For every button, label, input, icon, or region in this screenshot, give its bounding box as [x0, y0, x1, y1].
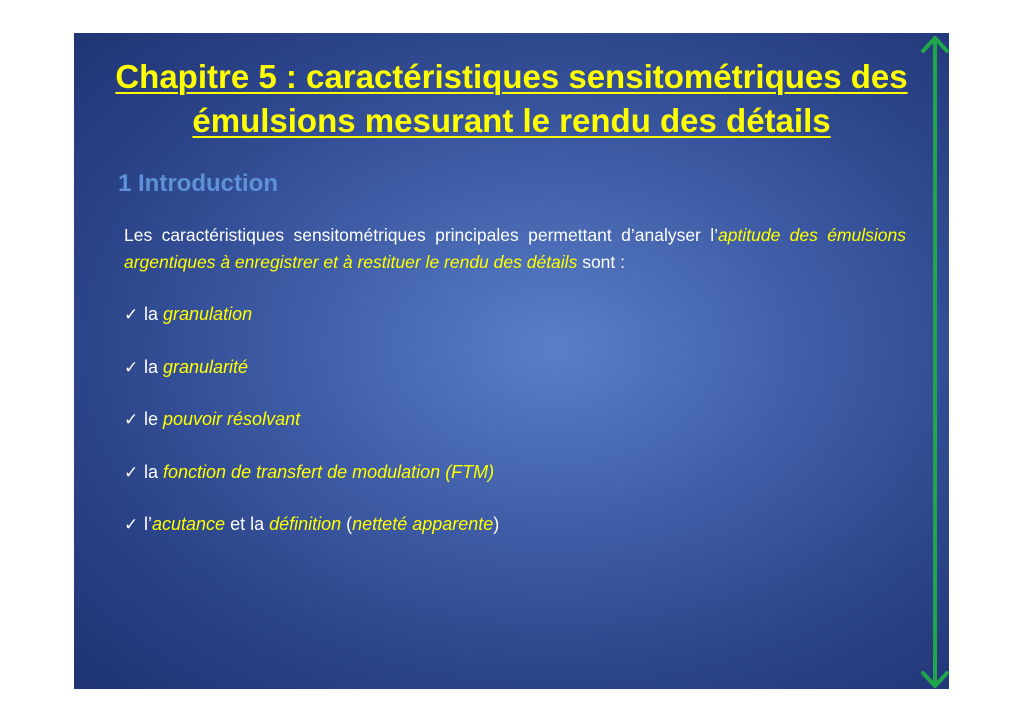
slide-title-line2: émulsions mesurant le rendu des détails	[192, 102, 831, 139]
check-icon: ✓	[124, 462, 139, 482]
list-item-term-3: netteté apparente	[352, 514, 494, 534]
list-item-acutance	[124, 509, 499, 562]
list-item-prefix: le	[144, 409, 164, 429]
intro-highlight: aptitude des émulsions argentiques à enregistrer et à restituer le rendu des détails	[124, 225, 907, 272]
list-item-term: pouvoir résolvant	[163, 409, 301, 429]
list-item-term: granularité	[163, 356, 249, 377]
list-item-prefix: l’	[144, 514, 152, 534]
paren-open: (	[341, 514, 353, 534]
slide	[74, 33, 949, 689]
section-heading: 1 Introduction	[118, 170, 278, 197]
double-arrow-vertical-icon	[917, 33, 953, 693]
list-item-pouvoir-resolvant	[124, 404, 499, 457]
list-item-ftm	[124, 457, 499, 510]
check-icon: ✓	[124, 410, 139, 429]
intro-text-end: sont :	[577, 252, 625, 272]
slide-title	[104, 55, 919, 143]
list-item-term: fonction de transfert de modulation (FTM)	[163, 461, 495, 482]
list-item-term-2: définition	[269, 514, 342, 534]
check-icon: ✓	[124, 515, 139, 534]
paren-close: )	[493, 514, 500, 534]
list-item-granularite	[124, 352, 499, 405]
check-icon: ✓	[124, 357, 139, 377]
list-item-connector: et la	[225, 514, 270, 534]
intro-paragraph	[124, 222, 906, 276]
slide-title-line1: Chapitre 5 : caractéristiques sensitométriques des	[115, 58, 908, 95]
list-item-prefix: la	[144, 356, 164, 377]
list-item-granulation	[124, 299, 499, 352]
intro-text-start: Les caractéristiques sensitométriques principales permettant d’analyser l’	[124, 225, 719, 245]
list-item-prefix: la	[144, 304, 164, 324]
characteristics-list	[124, 299, 499, 562]
check-icon: ✓	[124, 305, 139, 324]
list-item-term: granulation	[163, 304, 253, 324]
list-item-prefix: la	[144, 461, 164, 482]
list-item-term: acutance	[152, 514, 226, 534]
